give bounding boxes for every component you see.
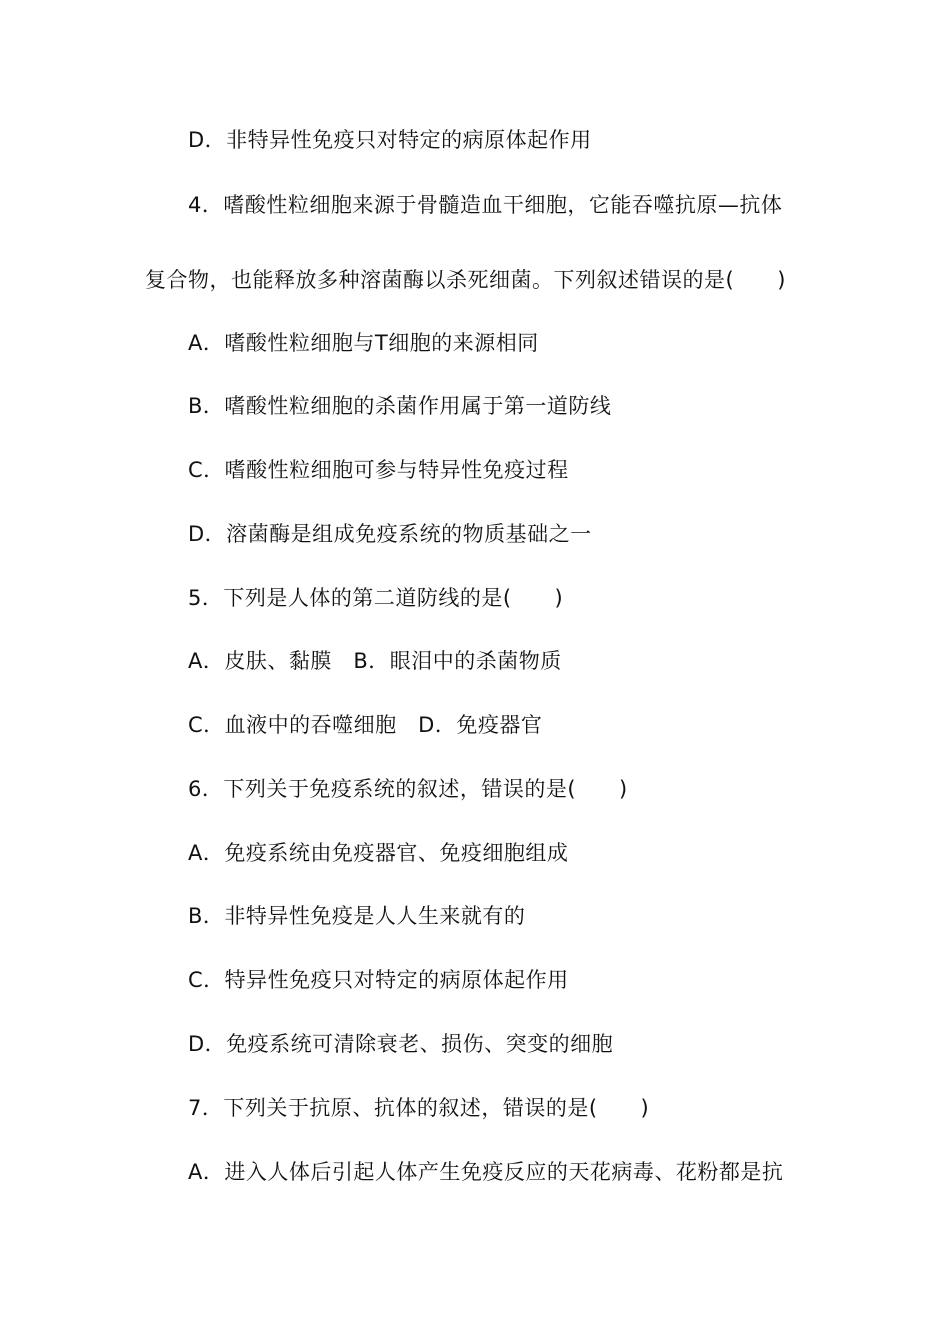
q7-option-a: A．进入人体后引起人体产生免疫反应的天花病毒、花粉都是抗: [188, 1160, 784, 1184]
q5-stem: 5．下列是人体的第二道防线的是( ): [188, 586, 564, 610]
q3-option-d: D．非特异性免疫只对特定的病原体起作用: [188, 128, 592, 152]
q6-option-c: C．特异性免疫只对特定的病原体起作用: [188, 968, 569, 992]
q7-stem: 7．下列关于抗原、抗体的叙述，错误的是( ): [188, 1096, 650, 1120]
q6-option-d: D．免疫系统可清除衰老、损伤、突变的细胞: [188, 1032, 614, 1056]
q6-option-b: B．非特异性免疫是人人生来就有的: [188, 904, 526, 928]
q6-stem: 6．下列关于免疫系统的叙述，错误的是( ): [188, 777, 628, 801]
q4-stem-line-1: 4．嗜酸性粒细胞来源于骨髓造血干细胞，它能吞噬抗原—抗体: [188, 193, 783, 217]
q4-stem-line-2: 复合物，也能释放多种溶菌酶以杀死细菌。下列叙述错误的是( ): [145, 268, 786, 292]
q6-option-a: A．免疫系统由免疫器官、免疫细胞组成: [188, 841, 569, 865]
q5-options-cd: C．血液中的吞噬细胞 D．免疫器官: [188, 713, 543, 737]
q5-options-ab: A．皮肤、黏膜 B．眼泪中的杀菌物质: [188, 649, 562, 673]
q4-option-c: C．嗜酸性粒细胞可参与特异性免疫过程: [188, 458, 569, 482]
q4-option-a: A．嗜酸性粒细胞与T细胞的来源相同: [188, 331, 539, 355]
q4-option-b: B．嗜酸性粒细胞的杀菌作用属于第一道防线: [188, 394, 612, 418]
q4-option-d: D．溶菌酶是组成免疫系统的物质基础之一: [188, 522, 592, 546]
